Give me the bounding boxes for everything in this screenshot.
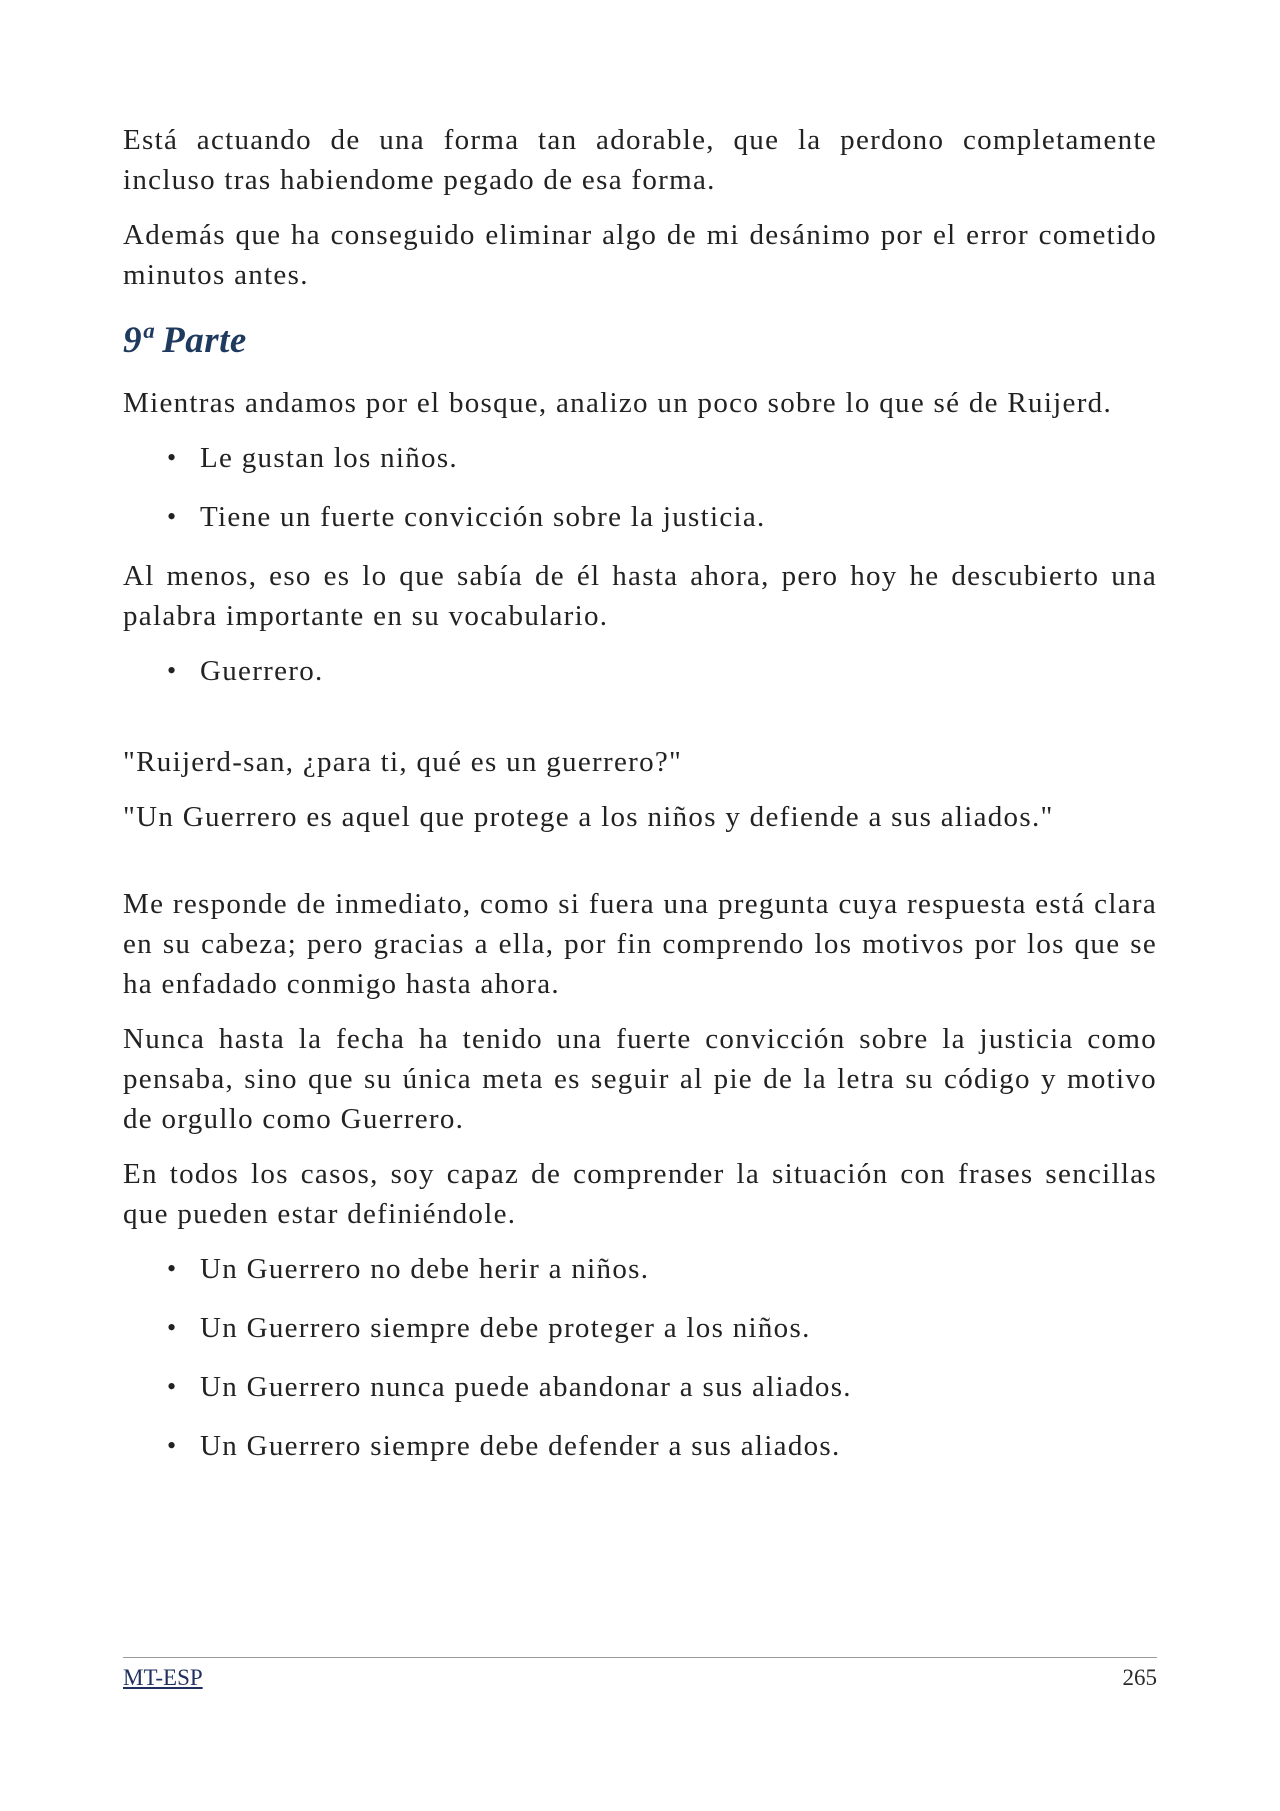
dialogue-line: "Un Guerrero es aquel que protege a los niños y defiende a sus aliados.": [123, 801, 1054, 833]
list-item: • Un Guerrero no debe herir a niños.: [123, 1249, 1157, 1289]
bullet-list: [123, 651, 1157, 691]
list-item: • Guerrero.: [123, 651, 1157, 691]
page-number: 265: [1122, 1665, 1157, 1690]
paragraph: Está actuando de una forma tan adorable, que la perdono completamente incluso tras habiendome pegado de esa forma.: [123, 124, 1157, 196]
list-item: • Un Guerrero siempre debe defender a sus aliados.: [123, 1426, 1157, 1466]
paragraph: En todos los casos, soy capaz de comprender la situación con frases sencillas que pueden estar definiéndole.: [123, 1158, 1157, 1230]
spacer: [123, 852, 1157, 884]
bullet-list: [123, 438, 1157, 537]
page-body: [123, 120, 1157, 1485]
paragraph: Me responde de inmediato, como si fuera una pregunta cuya respuesta está clara en su cabeza; pero gracias a ella, por fin comprendo los motivos por los que se ha enfadado conmigo hasta ahora.: [123, 888, 1157, 1000]
dialogue-line: "Ruijerd-san, ¿para ti, qué es un guerrero?": [123, 746, 683, 778]
paragraph: Al menos, eso es lo que sabía de él hasta ahora, pero hoy he descubierto una palabra importante en su vocabulario.: [123, 560, 1157, 632]
bullet-list: [123, 1249, 1157, 1466]
paragraph: Mientras andamos por el bosque, analizo un poco sobre lo que sé de Ruijerd.: [123, 387, 1113, 419]
footer-link[interactable]: MT-ESP: [123, 1665, 203, 1690]
paragraph: Además que ha conseguido eliminar algo de mi desánimo por el error cometido minutos antes.: [123, 219, 1157, 291]
spacer: [123, 710, 1157, 742]
list-item: • Tiene un fuerte convicción sobre la justicia.: [123, 497, 1157, 537]
page-footer: [123, 1657, 1157, 1690]
list-item: • Le gustan los niños.: [123, 438, 1157, 478]
list-item: • Un Guerrero siempre debe proteger a los niños.: [123, 1308, 1157, 1348]
section-heading: 9ª Parte: [123, 320, 247, 361]
list-item: • Un Guerrero nunca puede abandonar a sus aliados.: [123, 1367, 1157, 1407]
paragraph: Nunca hasta la fecha ha tenido una fuerte convicción sobre la justicia como pensaba, sino que su única meta es seguir al pie de la letra su código y motivo de orgullo como Guerrero.: [123, 1023, 1157, 1135]
